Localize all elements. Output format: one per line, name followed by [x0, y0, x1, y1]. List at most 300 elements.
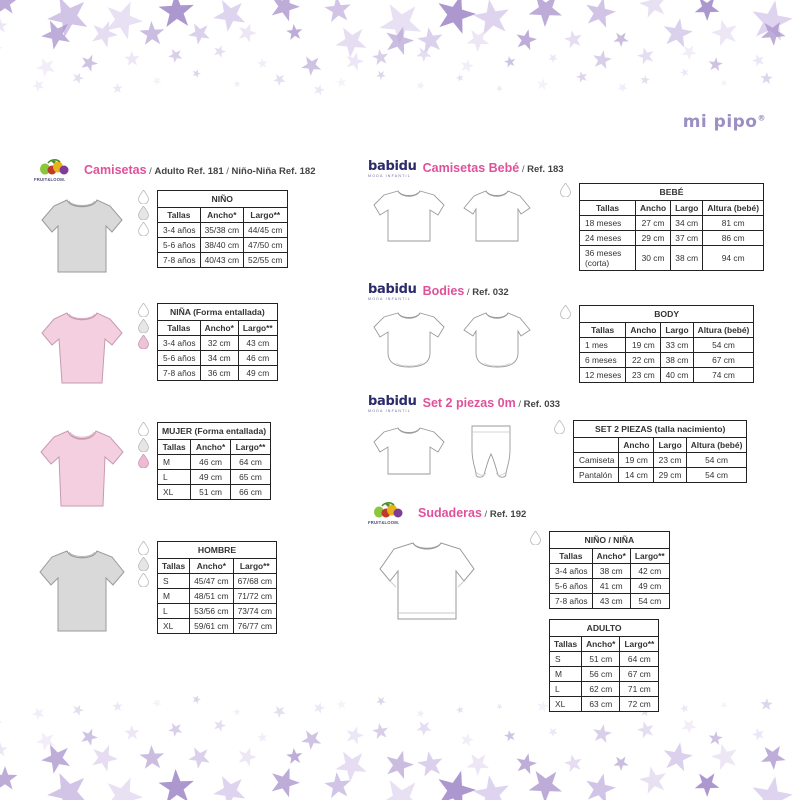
cell: 3-4 años: [158, 336, 201, 351]
cell: 40/43 cm: [200, 253, 243, 268]
section-title-sudaderas: Sudaderas: [418, 505, 482, 520]
table-wrap-nina: [157, 303, 278, 381]
star-decoration: [637, 721, 655, 739]
cell: 51 cm: [191, 485, 231, 500]
star-decoration: [760, 20, 786, 46]
star-decoration: [694, 0, 720, 21]
star-decoration: [188, 746, 211, 769]
star-decoration: [273, 705, 286, 718]
star-decoration: [694, 771, 720, 797]
star-decoration: [237, 747, 257, 767]
star-decoration: [188, 22, 211, 45]
star-decoration: [313, 84, 325, 96]
cell: 67 cm: [693, 353, 754, 368]
baby-set-pants-icon: [456, 420, 526, 487]
section-header-camisetas-bebe: [368, 158, 768, 179]
drops-hombre: [130, 541, 157, 587]
cell: 5-6 años: [550, 578, 593, 593]
cell: 43 cm: [238, 336, 277, 351]
col-header: Tallas: [158, 440, 191, 455]
brand-trademark: ®: [757, 113, 766, 123]
star-decoration: [435, 770, 476, 800]
cell: 46 cm: [191, 455, 231, 470]
section-header-set2: [368, 393, 768, 414]
cell: 72 cm: [620, 696, 659, 711]
star-decoration: [0, 44, 2, 54]
star-decoration: [681, 718, 697, 734]
section-title-set2: Set 2 piezas 0m: [422, 396, 516, 411]
table-row: [158, 604, 277, 619]
star-decoration: [152, 76, 162, 86]
table-wrap-hombre: [157, 541, 277, 634]
drops-mujer: [130, 422, 157, 468]
section-header-camisetas: [34, 158, 382, 182]
babidu-logo: [368, 158, 417, 179]
table-row: [158, 253, 288, 268]
star-decoration: [708, 57, 723, 72]
babidu-tagline: MODA INFANTIL: [368, 296, 411, 301]
star-decoration: [213, 774, 247, 800]
cell: 5-6 años: [158, 238, 201, 253]
table-row: [580, 215, 764, 230]
drops-nino: [130, 190, 157, 236]
star-decoration: [47, 0, 90, 38]
star-decoration: [257, 732, 268, 743]
col-header: Tallas: [158, 559, 190, 574]
table-caption: NIÑO / NIÑA: [550, 531, 670, 548]
cell: 36 cm: [200, 366, 238, 381]
star-decoration: [301, 729, 322, 750]
col-header: Ancho*: [592, 548, 630, 563]
col-header: Largo**: [230, 440, 270, 455]
star-decoration: [456, 74, 464, 82]
col-header: Tallas: [158, 208, 201, 223]
col-header: Ancho*: [191, 440, 231, 455]
babidu-logo: [368, 281, 417, 302]
drop-icon: [530, 531, 541, 545]
cell: 7-8 años: [158, 366, 201, 381]
cell: 48/51 cm: [190, 589, 233, 604]
fruit-of-the-loom-label: FRUIT&LOOM.: [368, 519, 400, 525]
star-decoration: [257, 58, 268, 69]
star-decoration: [711, 19, 739, 47]
table-row: [158, 351, 278, 366]
star-decoration: [41, 743, 72, 774]
table-row: [580, 368, 754, 383]
table-wrap-mujer: [157, 422, 271, 500]
baby-set-top-icon: [368, 420, 450, 487]
cell: 3-4 años: [550, 563, 593, 578]
right-column: [368, 158, 768, 718]
size-table-nino: [157, 190, 288, 268]
drop-icon: [554, 420, 565, 434]
col-header: Altura (bebé): [703, 200, 764, 215]
row-nino: [34, 190, 382, 287]
cell: 38 cm: [661, 353, 693, 368]
star-decoration: [564, 30, 583, 49]
star-decoration: [324, 772, 352, 800]
table-row: [580, 245, 764, 270]
star-decoration: [639, 766, 668, 795]
sep-1: /: [146, 166, 155, 177]
cell: 51 cm: [582, 651, 620, 666]
cell: 36 meses (corta): [580, 245, 636, 270]
table-wrap-nino: [157, 190, 288, 268]
babidu-tagline: MODA INFANTIL: [368, 174, 411, 178]
baby-short-sleeve-tee-icon: [456, 183, 538, 256]
cell: 49 cm: [630, 578, 669, 593]
col-header: Tallas: [158, 321, 201, 336]
drop-icon: [138, 422, 149, 436]
cell: 81 cm: [703, 215, 764, 230]
row-mujer: [34, 422, 382, 519]
ref-adulto-181: Adulto Ref. 181: [154, 166, 224, 177]
baby-long-sleeve-body-icon: [368, 305, 450, 382]
table-caption: HOMBRE: [158, 542, 277, 559]
star-decoration: [548, 53, 558, 63]
cell: 47/50 cm: [244, 238, 287, 253]
drop-icon: [560, 305, 571, 319]
table-row: [550, 593, 670, 608]
star-decoration: [90, 20, 118, 48]
size-table-hombre: [157, 541, 277, 634]
cell: 29 cm: [654, 467, 686, 482]
row-hombre: [34, 541, 382, 646]
drop-icon: [138, 319, 149, 333]
star-decoration: [576, 71, 588, 83]
drop-icon: [138, 303, 149, 317]
cell: L: [550, 681, 582, 696]
star-decoration: [515, 29, 537, 51]
star-decoration: [379, 1, 423, 45]
cell: M: [158, 455, 191, 470]
star-decoration: [336, 699, 347, 710]
cell: 38/40 cm: [200, 238, 243, 253]
star-decoration: [286, 748, 303, 765]
star-decoration: [41, 19, 72, 50]
star-decoration: [760, 744, 786, 770]
cell: 33 cm: [661, 338, 693, 353]
size-table-nina: [157, 303, 278, 381]
star-decoration: [0, 742, 8, 758]
cell: L: [158, 470, 191, 485]
star-decoration: [708, 731, 723, 746]
col-header: Largo**: [630, 548, 669, 563]
star-decoration: [286, 24, 303, 41]
star-decoration: [345, 726, 364, 745]
star-decoration: [376, 70, 386, 80]
star-decoration: [345, 52, 364, 71]
cell: 94 cm: [703, 245, 764, 270]
cell: 73/74 cm: [233, 604, 276, 619]
cell: 30 cm: [636, 245, 671, 270]
col-header: Ancho*: [200, 208, 243, 223]
star-decoration: [417, 27, 444, 54]
star-decoration: [372, 49, 389, 66]
table-caption: BODY: [580, 306, 754, 323]
star-decoration: [528, 0, 563, 27]
pink-girls-tshirt-icon: [34, 303, 130, 400]
col-header: Tallas: [580, 200, 636, 215]
babidu-wordmark: babidu: [368, 281, 417, 297]
star-decoration: [662, 18, 693, 49]
star-border-top: [0, 0, 800, 110]
star-decoration: [750, 776, 793, 800]
sep: /: [481, 508, 490, 520]
cell: 22 cm: [626, 353, 661, 368]
star-decoration: [384, 26, 414, 56]
table-row: [158, 223, 288, 238]
drops-bebe: [538, 183, 579, 197]
table-caption: NIÑO: [158, 191, 288, 208]
col-header: Ancho: [619, 437, 654, 452]
col-header: Largo: [654, 437, 686, 452]
star-decoration: [47, 771, 90, 800]
star-decoration: [752, 728, 765, 741]
star-decoration: [335, 25, 368, 58]
cell: 45/47 cm: [190, 574, 233, 589]
drop-icon: [138, 573, 149, 587]
star-decoration: [237, 23, 257, 43]
cell: 66 cm: [230, 485, 270, 500]
ref-032: Ref. 032: [472, 286, 509, 298]
cell: 74 cm: [693, 368, 754, 383]
cell: M: [550, 666, 582, 681]
star-decoration: [504, 730, 516, 742]
cell: 62 cm: [582, 681, 620, 696]
star-decoration: [515, 753, 537, 775]
table-row: [550, 666, 659, 681]
star-decoration: [36, 57, 56, 77]
table-caption: BEBÉ: [580, 183, 764, 200]
table-row: [158, 485, 271, 500]
star-decoration: [681, 44, 697, 60]
cell: 38 cm: [671, 245, 703, 270]
star-decoration: [124, 51, 140, 67]
star-decoration: [680, 68, 689, 77]
cell: 56 cm: [582, 666, 620, 681]
star-decoration: [584, 773, 616, 800]
table-row: [550, 696, 659, 711]
col-header: Ancho*: [200, 321, 238, 336]
col-header: Ancho: [626, 323, 661, 338]
drop-icon: [560, 183, 571, 197]
star-decoration: [103, 776, 143, 800]
table-row: [550, 651, 659, 666]
star-decoration: [213, 0, 247, 32]
baby-long-sleeve-tee-icon: [368, 183, 450, 256]
table-row: [580, 338, 754, 353]
star-decoration: [301, 55, 322, 76]
cell: 14 cm: [619, 467, 654, 482]
table-row: [550, 681, 659, 696]
cell: 19 cm: [626, 338, 661, 353]
grey-kids-tshirt-icon: [34, 190, 130, 287]
star-decoration: [324, 0, 352, 24]
col-header: Largo**: [233, 559, 276, 574]
sep: /: [464, 286, 473, 298]
cell: 27 cm: [636, 215, 671, 230]
row-camisetas-bebe: [368, 183, 768, 271]
star-decoration: [473, 775, 511, 800]
brand-logo: [683, 112, 766, 132]
table-row: [550, 578, 670, 593]
star-decoration: [233, 80, 241, 88]
cell: 35/38 cm: [200, 223, 243, 238]
col-header: Ancho*: [190, 559, 233, 574]
cell: 7-8 años: [158, 253, 201, 268]
star-decoration: [592, 724, 612, 744]
star-decoration: [760, 72, 773, 85]
cell: 54 cm: [686, 452, 747, 467]
sweatshirt-icon: [368, 531, 486, 640]
table-caption: MUJER (Forma entallada): [158, 423, 271, 440]
star-decoration: [168, 722, 183, 737]
col-header: Tallas: [550, 636, 582, 651]
cell: 3-4 años: [158, 223, 201, 238]
star-decoration: [435, 0, 476, 35]
star-decoration: [72, 704, 84, 716]
cell: 32 cm: [200, 336, 238, 351]
cell: 23 cm: [626, 368, 661, 383]
cell: S: [550, 651, 582, 666]
table-row: [580, 353, 754, 368]
star-decoration: [639, 0, 668, 19]
star-decoration: [336, 77, 347, 88]
cell: 1 mes: [580, 338, 626, 353]
cell: 64 cm: [230, 455, 270, 470]
cell: 86 cm: [703, 230, 764, 245]
cell: M: [158, 589, 190, 604]
table-row: [158, 336, 278, 351]
table-row: [158, 238, 288, 253]
star-decoration: [158, 769, 195, 800]
star-decoration: [152, 698, 162, 708]
cell: XL: [158, 485, 191, 500]
table-row: [158, 619, 277, 634]
drop-icon: [138, 222, 149, 236]
drops-nina: [130, 303, 157, 349]
star-decoration: [466, 28, 490, 52]
cell: 67 cm: [620, 666, 659, 681]
star-decoration: [168, 48, 183, 63]
grey-mens-tshirt-icon: [34, 541, 130, 646]
cell: Camiseta: [574, 452, 619, 467]
star-decoration: [0, 0, 18, 16]
col-header: Largo**: [238, 321, 277, 336]
pink-womens-tshirt-icon: [34, 422, 130, 519]
left-column: [34, 158, 382, 652]
star-decoration: [460, 59, 474, 73]
star-decoration: [103, 0, 143, 40]
star-decoration: [32, 79, 45, 92]
babidu-wordmark: babidu: [368, 159, 417, 174]
star-decoration: [80, 54, 98, 72]
table-wrap-sudaderas: [549, 531, 670, 712]
size-table-bebe: [579, 183, 764, 271]
star-decoration: [750, 0, 793, 43]
table-row: [550, 563, 670, 578]
ref-033: Ref. 033: [523, 399, 561, 411]
section-title-camisetas: Camisetas: [84, 163, 147, 177]
star-decoration: [613, 31, 629, 47]
cell: S: [158, 574, 190, 589]
size-table-nino-nina-sud: [549, 531, 670, 609]
star-decoration: [233, 708, 241, 716]
table-row: [580, 230, 764, 245]
star-decoration: [313, 702, 325, 714]
star-decoration: [637, 47, 655, 65]
cell: XL: [550, 696, 582, 711]
table-wrap-set2: [573, 420, 747, 483]
star-decoration: [711, 743, 739, 771]
row-set2: [368, 420, 768, 487]
star-decoration: [416, 46, 432, 62]
drop-icon: [138, 541, 149, 555]
fruit-of-the-loom-label: FRUIT&LOOM.: [34, 177, 66, 182]
star-decoration: [139, 21, 165, 47]
cell: 18 meses: [580, 215, 636, 230]
cell: 40 cm: [661, 368, 693, 383]
col-header: Largo**: [620, 636, 659, 651]
babidu-logo: [368, 393, 417, 414]
col-header: Largo: [671, 200, 703, 215]
cell: Pantalón: [574, 467, 619, 482]
drop-icon: [138, 438, 149, 452]
star-decoration: [564, 754, 583, 773]
drop-icon: [138, 335, 149, 349]
star-decoration: [417, 751, 444, 778]
star-decoration: [528, 768, 563, 800]
babidu-tagline: MODA INFANTIL: [368, 409, 411, 414]
cell: 54 cm: [693, 338, 754, 353]
star-decoration: [213, 719, 226, 732]
drop-icon: [138, 557, 149, 571]
star-decoration: [584, 0, 616, 29]
table-wrap-body: [579, 305, 754, 383]
sep-2: /: [223, 166, 232, 177]
drops-sudaderas: [486, 531, 549, 545]
star-decoration: [720, 79, 728, 87]
section-title-bodies: Bodies: [422, 283, 465, 298]
cell: L: [158, 604, 190, 619]
drops-body: [538, 305, 579, 319]
ref-192: Ref. 192: [489, 508, 527, 520]
star-decoration: [416, 81, 425, 90]
star-decoration: [158, 0, 195, 30]
table-row: [574, 467, 747, 482]
drop-icon: [138, 454, 149, 468]
cell: 38 cm: [592, 563, 630, 578]
star-decoration: [80, 728, 98, 746]
table-caption: SET 2 PIEZAS (talla nacimiento): [574, 420, 747, 437]
cell: 19 cm: [619, 452, 654, 467]
star-decoration: [269, 767, 300, 798]
table-row: [158, 574, 277, 589]
cell: 41 cm: [592, 578, 630, 593]
star-decoration: [466, 752, 490, 776]
cell: 42 cm: [630, 563, 669, 578]
star-decoration: [213, 45, 226, 58]
fruit-of-the-loom-icon: [368, 501, 412, 525]
star-decoration: [752, 54, 765, 67]
table-row: [158, 589, 277, 604]
star-decoration: [139, 745, 165, 771]
col-header: Ancho: [636, 200, 671, 215]
size-table-mujer: [157, 422, 271, 500]
table-caption: NIÑA (Forma entallada): [158, 304, 278, 321]
drop-icon: [138, 190, 149, 204]
